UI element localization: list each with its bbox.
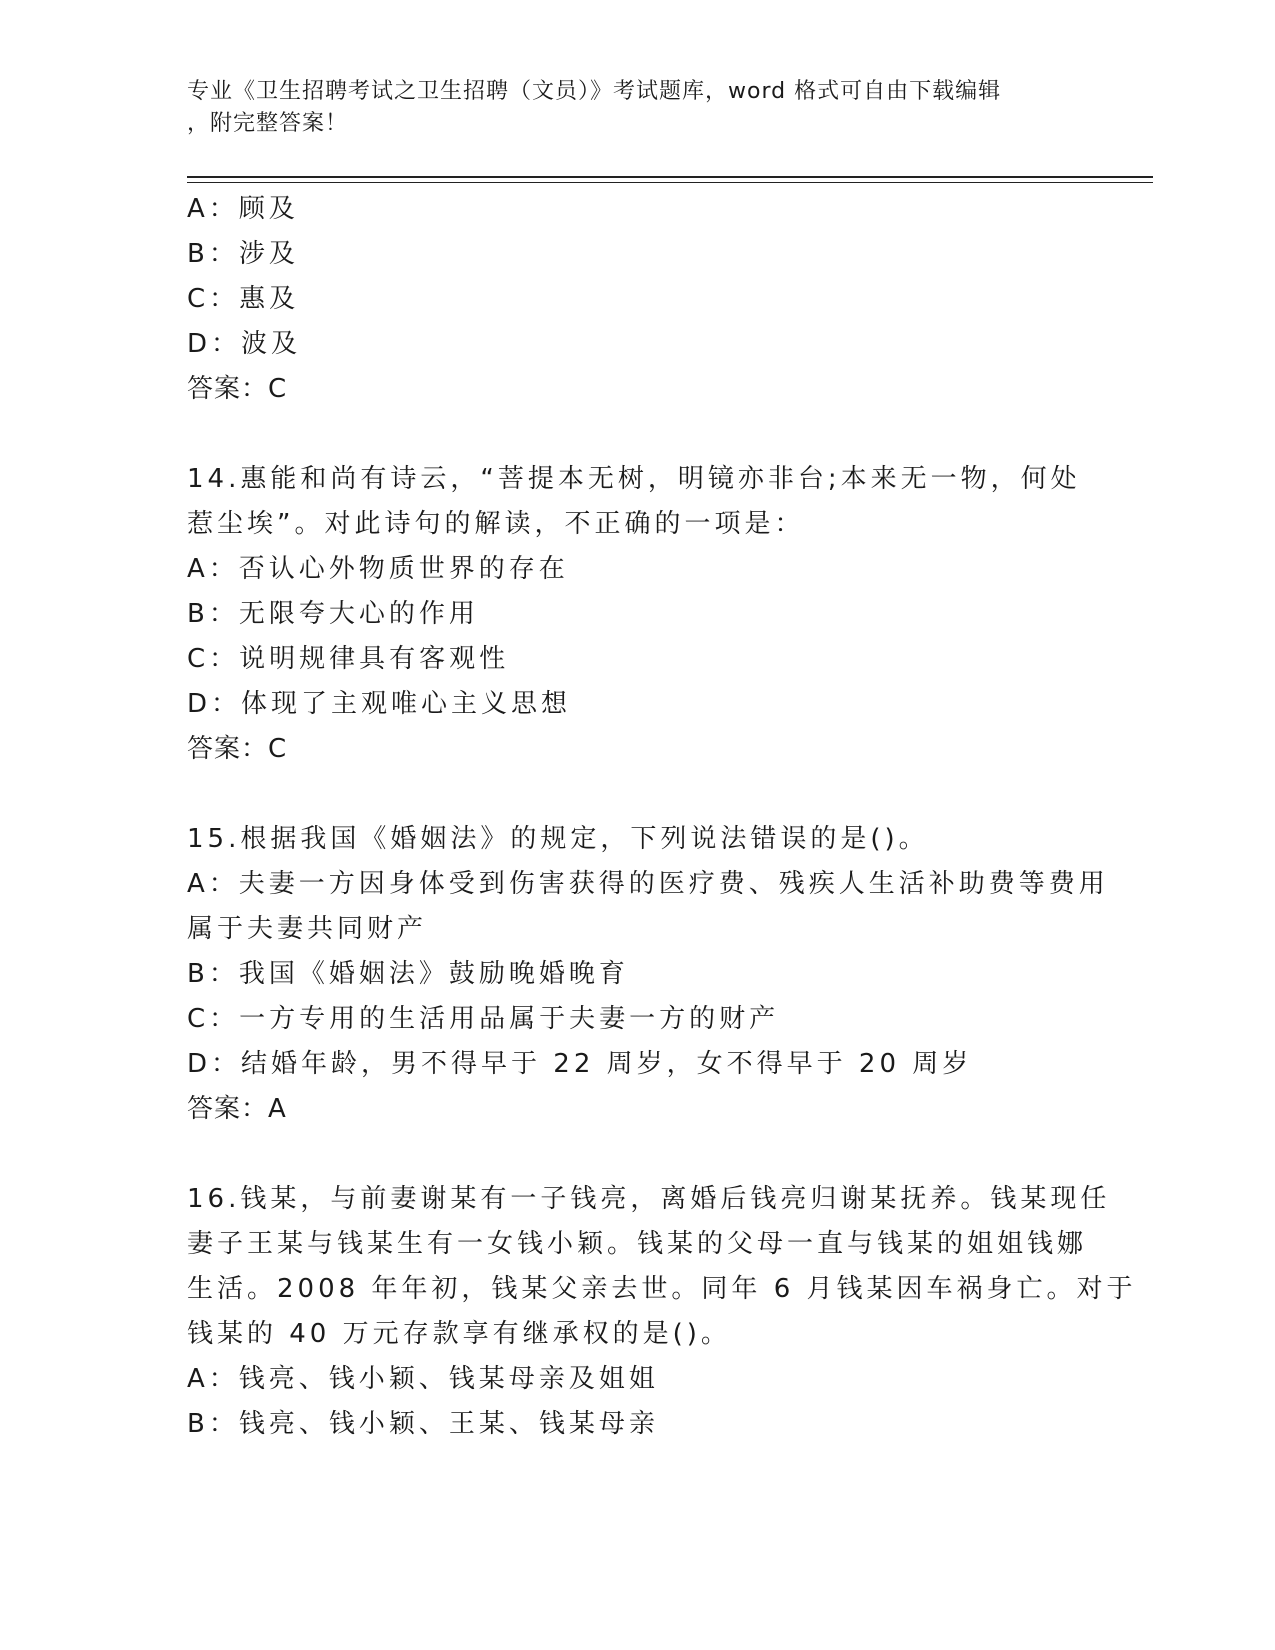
q16-option-b: B：钱亮、钱小颖、王某、钱某母亲 xyxy=(187,1409,659,1439)
q15-option-d: D：结婚年龄，男不得早于 22 周岁，女不得早于 20 周岁 xyxy=(187,1049,973,1079)
header-line-1: 专业《卫生招聘考试之卫生招聘（文员）》考试题库，word 格式可自由下载编辑 xyxy=(187,79,1002,104)
q14-option-b: B：无限夸大心的作用 xyxy=(187,599,479,629)
q14-option-d: D：体现了主观唯心主义思想 xyxy=(187,689,572,719)
q16-stem-line-1: 16.钱某，与前妻谢某有一子钱亮，离婚后钱亮归谢某抚养。钱某现任 xyxy=(187,1184,1111,1214)
q14-option-c: C：说明规律具有客观性 xyxy=(187,644,510,674)
q14-stem-line-2: 惹尘埃”。对此诗句的解读，不正确的一项是： xyxy=(187,509,805,539)
q16-option-a: A：钱亮、钱小颖、钱某母亲及姐姐 xyxy=(187,1364,659,1394)
q13-option-b: B：涉及 xyxy=(187,239,299,269)
q13-answer: 答案：C xyxy=(187,374,288,404)
q13-option-d: D：波及 xyxy=(187,329,302,359)
q16-stem-line-3: 生活。2008 年年初，钱某父亲去世。同年 6 月钱某因车祸身亡。对于 xyxy=(187,1274,1137,1304)
q13-option-a: A：顾及 xyxy=(187,194,299,224)
document-header xyxy=(187,76,1067,140)
q15-option-c: C：一方专用的生活用品属于夫妻一方的财产 xyxy=(187,1004,780,1034)
q15-option-a: A：夫妻一方因身体受到伤害获得的医疗费、残疾人生活补助费等费用 xyxy=(187,869,1109,899)
q14-answer: 答案：C xyxy=(187,734,288,764)
header-divider xyxy=(187,176,1153,178)
header-divider-thin xyxy=(187,182,1153,183)
q16-stem-line-2: 妻子王某与钱某生有一女钱小颖。钱某的父母一直与钱某的姐姐钱娜 xyxy=(187,1229,1088,1259)
q15-option-a-cont: 属于夫妻共同财产 xyxy=(187,914,428,944)
q15-option-b: B：我国《婚姻法》鼓励晚婚晚育 xyxy=(187,959,629,989)
q15-stem: 15.根据我国《婚姻法》的规定，下列说法错误的是()。 xyxy=(187,824,929,854)
q16-stem-line-4: 钱某的 40 万元存款享有继承权的是()。 xyxy=(187,1319,731,1349)
q13-option-c: C：惠及 xyxy=(187,284,300,314)
q14-stem-line-1: 14.惠能和尚有诗云，“菩提本无树，明镜亦非台;本来无一物，何处 xyxy=(187,464,1081,494)
header-line-2: ，附完整答案！ xyxy=(187,111,349,136)
q15-answer: 答案：A xyxy=(187,1094,287,1124)
q14-option-a: A：否认心外物质世界的存在 xyxy=(187,554,569,584)
